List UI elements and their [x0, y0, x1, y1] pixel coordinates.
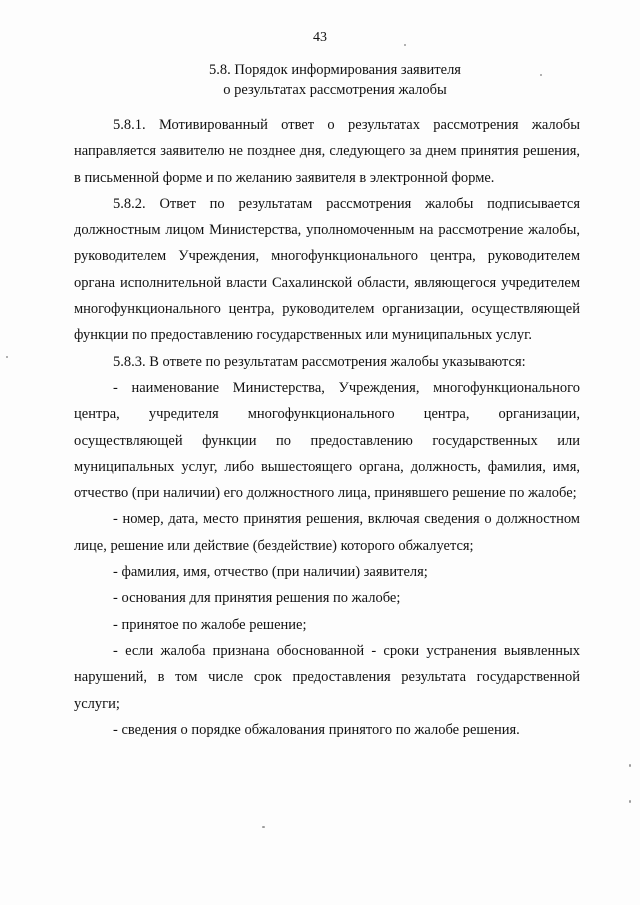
paragraph-5-8-3: 5.8.3. В ответе по результатам рассмотрения жалобы указываются: [113, 353, 526, 370]
list-item-decision-grounds: - основания для принятия решения по жалобе; [113, 590, 401, 607]
paragraph-5-8-2: 5.8.2. Ответ по результатам рассмотрения жалобы подписывается должностным лицом Министерства, уполномоченным на рассмотрение жалобы, руководителем Учреждения, многофункционального центра, руководителем органа исполнительной власти Сахалинской области, являющегося учредителем многофункционального центра, руководителем организации, осуществляющей функции по предоставлению государственных или муниципальных услуг. [74, 195, 580, 344]
scan-speck [629, 764, 631, 767]
scan-speck [262, 826, 265, 828]
scan-speck [6, 356, 8, 358]
list-item-authority-names: - наименование Министерства, Учреждения, многофункционального центра, учредителя многофункционального центра, организации, осуществляющей функции по предоставлению государственных или муниципальных услуг, либо вышестоящего органа, должность, фамилия, имя, отчество (при наличии) его должностного лица, принявшего решение по жалобе; [74, 379, 580, 502]
list-item-decision-details: - номер, дата, место принятия решения, включая сведения о должностном лице, решение или действие (бездействие) которого обжалуется; [74, 511, 580, 554]
document-body [74, 112, 580, 743]
section-heading-line-1: 5.8. Порядок информирования заявителя [209, 62, 461, 78]
scan-speck [404, 44, 406, 46]
section-heading [70, 60, 600, 100]
section-heading-line-2: о результатах рассмотрения жалобы [223, 82, 447, 98]
list-item-remedy-terms: - если жалоба признана обоснованной - сроки устранения выявленных нарушений, в том числе срок предоставления результата государственной услуги; [74, 642, 580, 712]
scan-speck [629, 800, 631, 803]
list-item-appeal-procedure: - сведения о порядке обжалования принятого по жалобе решения. [113, 721, 520, 738]
list-item-applicant-name: - фамилия, имя, отчество (при наличии) заявителя; [113, 564, 428, 581]
scan-speck [540, 74, 542, 76]
list-item-decision: - принятое по жалобе решение; [113, 616, 307, 633]
page-number: 43 [313, 30, 327, 45]
paragraph-5-8-1: 5.8.1. Мотивированный ответ о результатах рассмотрения жалобы направляется заявителю не позднее дня, следующего за днем принятия решения, в письменной форме и по желанию заявителя в электронной форме. [74, 117, 580, 186]
